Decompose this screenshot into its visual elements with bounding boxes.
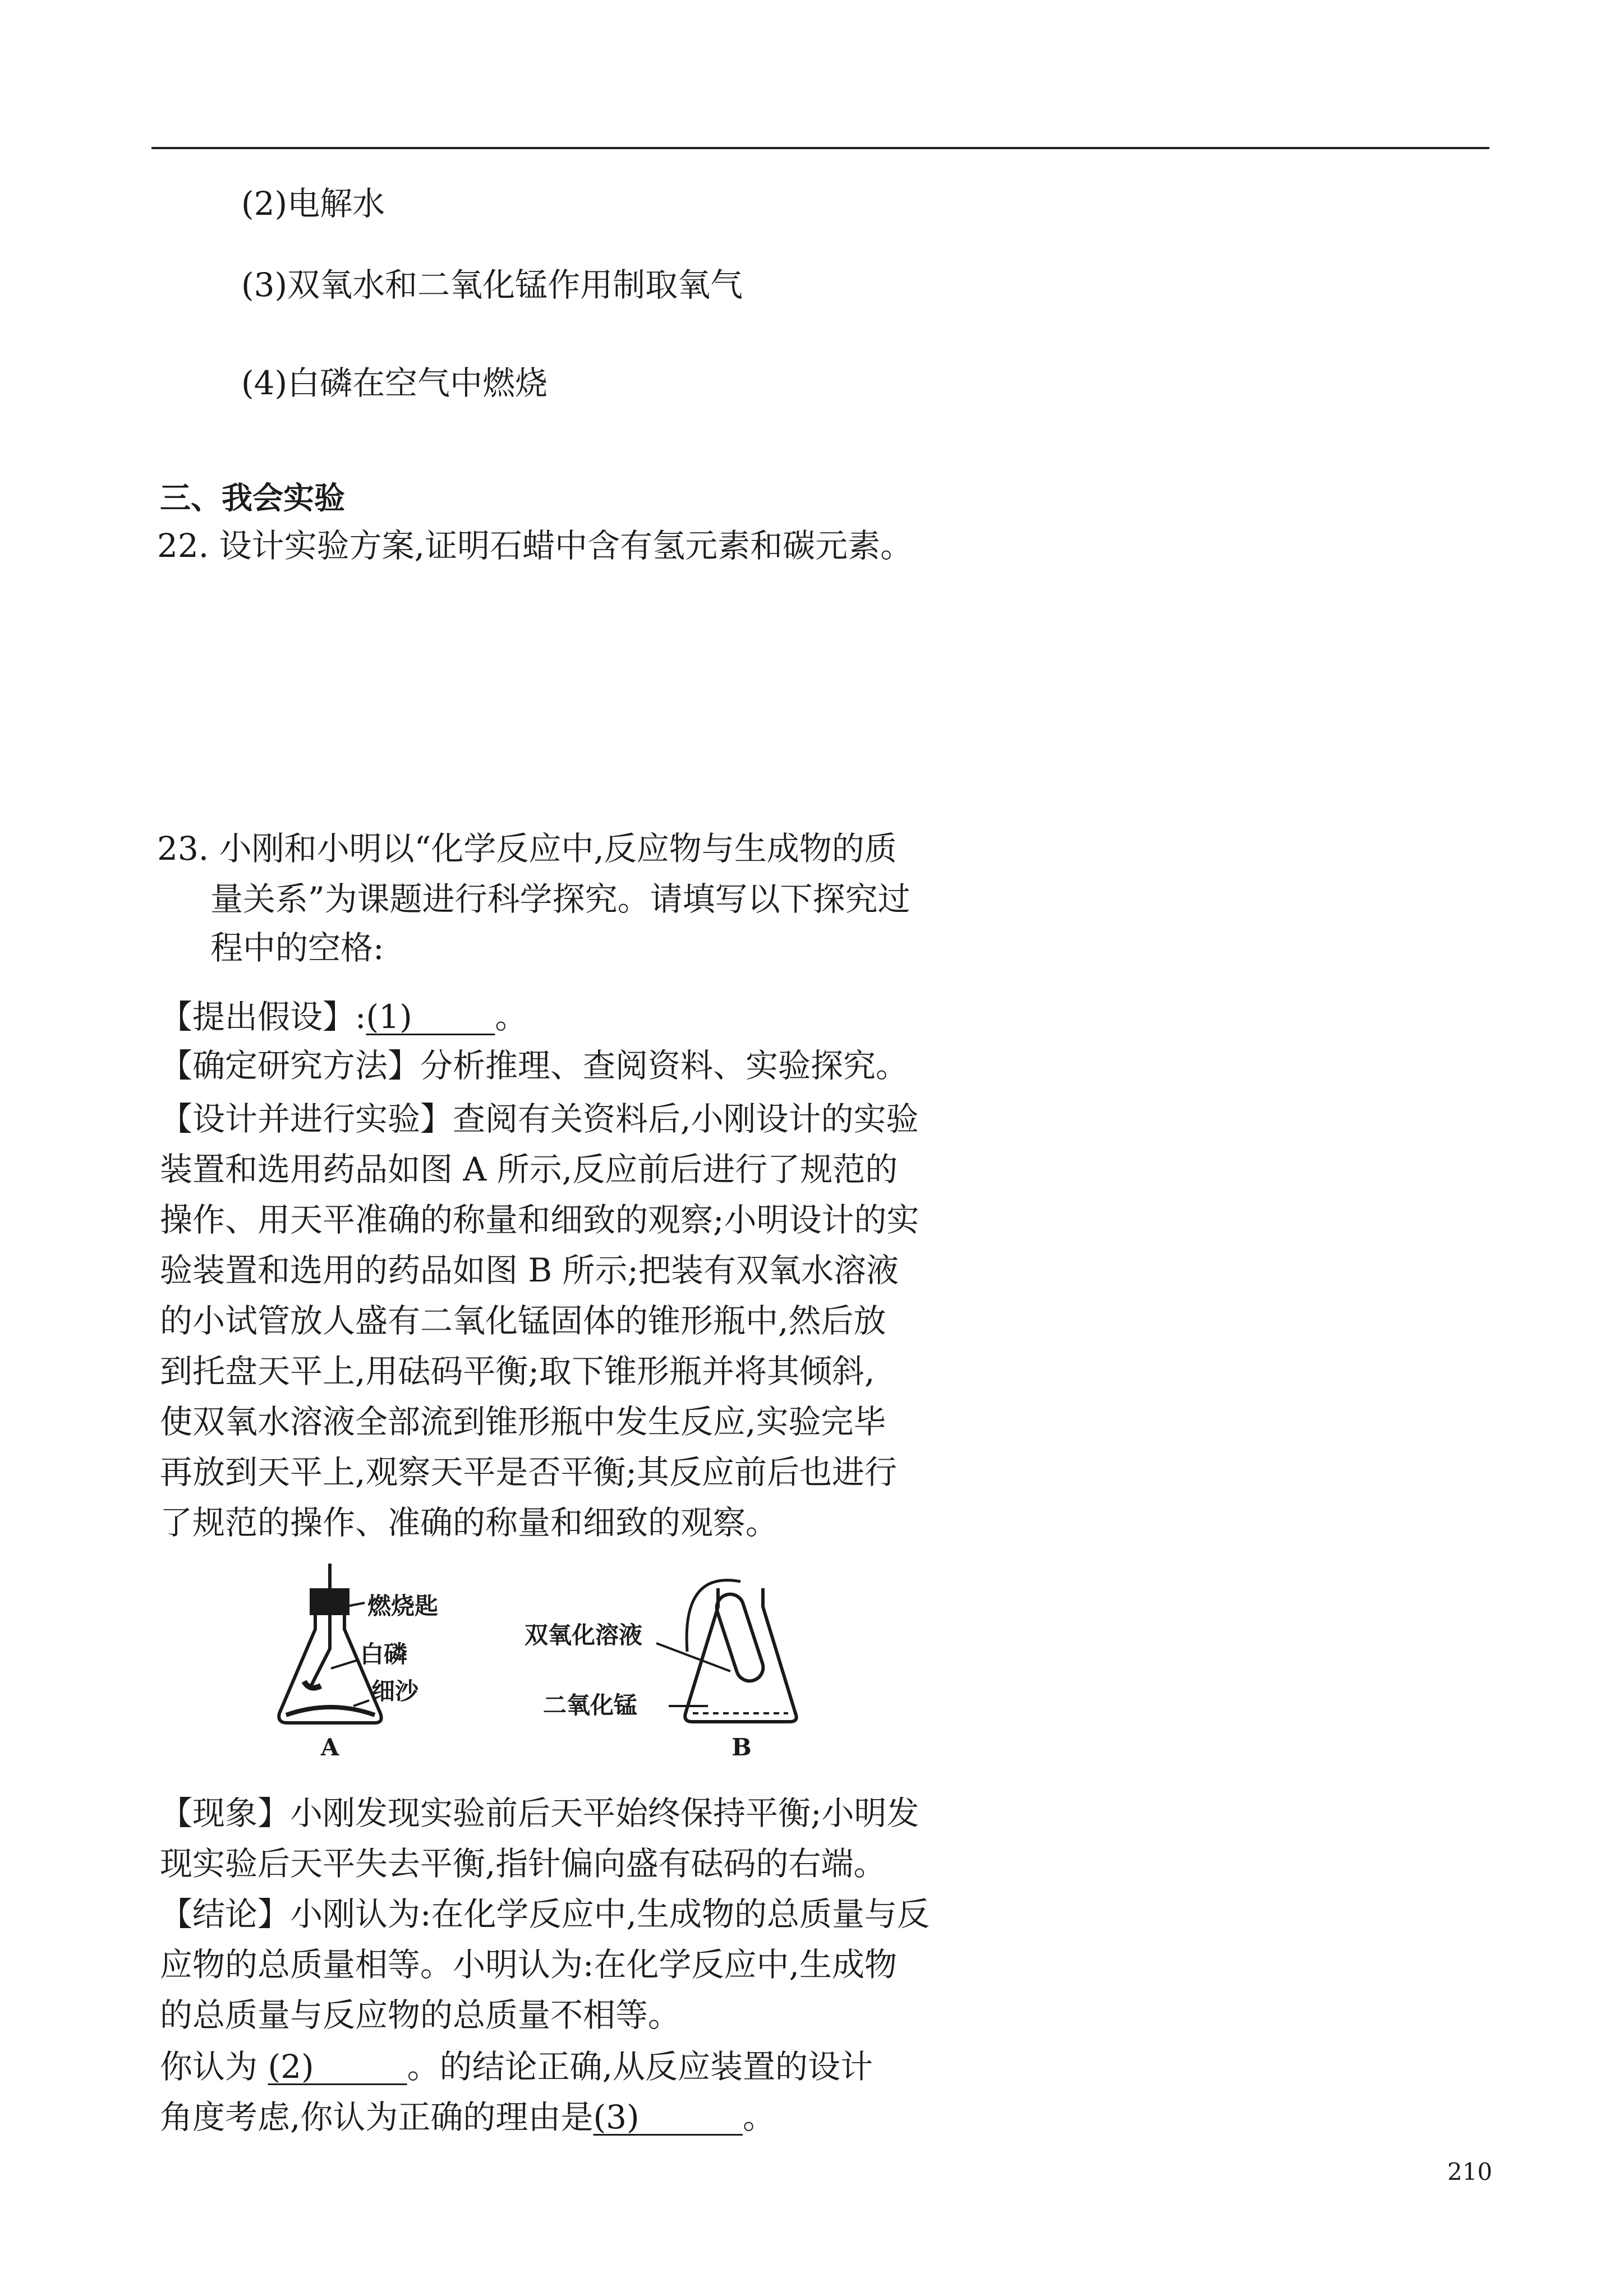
design-line-7: 使双氧水溶液全部流到锥形瓶中发生反应,实验完毕: [160, 1403, 886, 1441]
phenomenon-line-2: 现实验后天平失去平衡,指针偏向盛有砝码的右端。: [160, 1845, 886, 1883]
question-23-line-1: 23. 小刚和小明以“化学反应中,反应物与生成物的质: [157, 829, 897, 868]
small-test-tube: [713, 1590, 766, 1684]
hypothesis-line: [160, 997, 527, 1036]
label-hydrogen-peroxide-solution: 双氧化溶液: [525, 1621, 643, 1649]
label-leader-phosphorus: [331, 1660, 358, 1668]
blank-1[interactable]: [366, 998, 495, 1036]
apparatus-svg: [269, 1559, 886, 1767]
label-white-phosphorus: 白磷: [360, 1640, 408, 1668]
design-line-9: 了规范的操作、准确的称量和细致的观察。: [160, 1504, 779, 1542]
item-phosphorus-burn: (4)白磷在空气中燃烧: [241, 364, 548, 402]
blank-3-number: (3): [593, 2098, 640, 2136]
design-line-4: 验装置和选用的药品如图 B 所示;把装有双氧水溶液: [160, 1251, 899, 1289]
blank-2[interactable]: [268, 2048, 407, 2086]
design-line-8: 再放到天平上,观察天平是否平衡;其反应前后也进行: [160, 1453, 897, 1491]
design-line-1: 【设计并进行实验】查阅有关资料后,小刚设计的实验: [160, 1100, 919, 1138]
section-title: 三、我会实验: [160, 480, 346, 516]
item-oxygen-prep: (3)双氧水和二氧化锰作用制取氧气: [241, 266, 743, 304]
flask-a-stopper: [311, 1590, 348, 1613]
opinion-start: 你认为: [160, 2048, 258, 2086]
design-line-6: 到托盘天平上,用砝码平衡;取下锥形瓶并将其倾斜,: [160, 1352, 875, 1390]
question-22: 22. 设计实验方案,证明石蜡中含有氢元素和碳元素。: [157, 527, 913, 565]
reason-end: 。: [743, 2098, 776, 2136]
blank-2-number: (2): [268, 2048, 314, 2086]
question-23-line-2: 量关系”为课题进行科学探究。请填写以下探究过: [210, 880, 910, 918]
caption-a: A: [320, 1733, 339, 1761]
header-rule: [151, 147, 1489, 149]
design-line-2: 装置和选用药品如图 A 所示,反应前后进行了规范的: [160, 1150, 898, 1188]
label-leader-solution: [656, 1643, 730, 1671]
conclusion-line-1: 【结论】小刚认为:在化学反应中,生成物的总质量与反: [160, 1895, 930, 1933]
flask-b: [656, 1580, 797, 1722]
phenomenon-line-1: 【现象】小刚发现实验前后天平始终保持平衡;小明发: [160, 1794, 919, 1832]
label-combustion-spoon: 燃烧匙: [367, 1592, 439, 1620]
blank-1-end: 。: [495, 998, 528, 1036]
question-23-line-3: 程中的空格:: [210, 929, 384, 967]
conclusion-line-2: 应物的总质量相等。小明认为:在化学反应中,生成物: [160, 1945, 897, 1984]
flask-b-body: [685, 1588, 796, 1722]
design-line-5: 的小试管放人盛有二氧化锰固体的锥形瓶中,然后放: [160, 1302, 886, 1340]
label-leader-sand: [353, 1700, 369, 1706]
method-line: 【确定研究方法】分析推理、查阅资料、实验探究。: [160, 1046, 909, 1085]
page-number: 210: [1447, 2158, 1493, 2186]
caption-b: B: [732, 1733, 752, 1761]
reason-start: 角度考虑,你认为正确的理由是: [160, 2098, 594, 2136]
design-line-3: 操作、用天平准确的称量和细致的观察;小明设计的实: [160, 1201, 919, 1239]
apparatus-figure: [269, 1559, 886, 1767]
label-manganese-dioxide: 二氧化锰: [543, 1691, 638, 1719]
conclusion-line-3: 的总质量与反应物的总质量不相等。: [160, 1996, 681, 2034]
blank-3[interactable]: [593, 2098, 743, 2136]
opinion-line: [160, 2047, 873, 2086]
label-fine-sand: 细沙: [371, 1677, 419, 1705]
blank-1-number: (1): [366, 998, 412, 1036]
reason-line: [160, 2097, 775, 2137]
hypothesis-label: 【提出假设】:: [160, 998, 366, 1036]
opinion-rest: 。的结论正确,从反应装置的设计: [407, 2048, 873, 2086]
item-electrolysis: (2)电解水: [241, 185, 385, 223]
fine-sand: [286, 1707, 375, 1715]
